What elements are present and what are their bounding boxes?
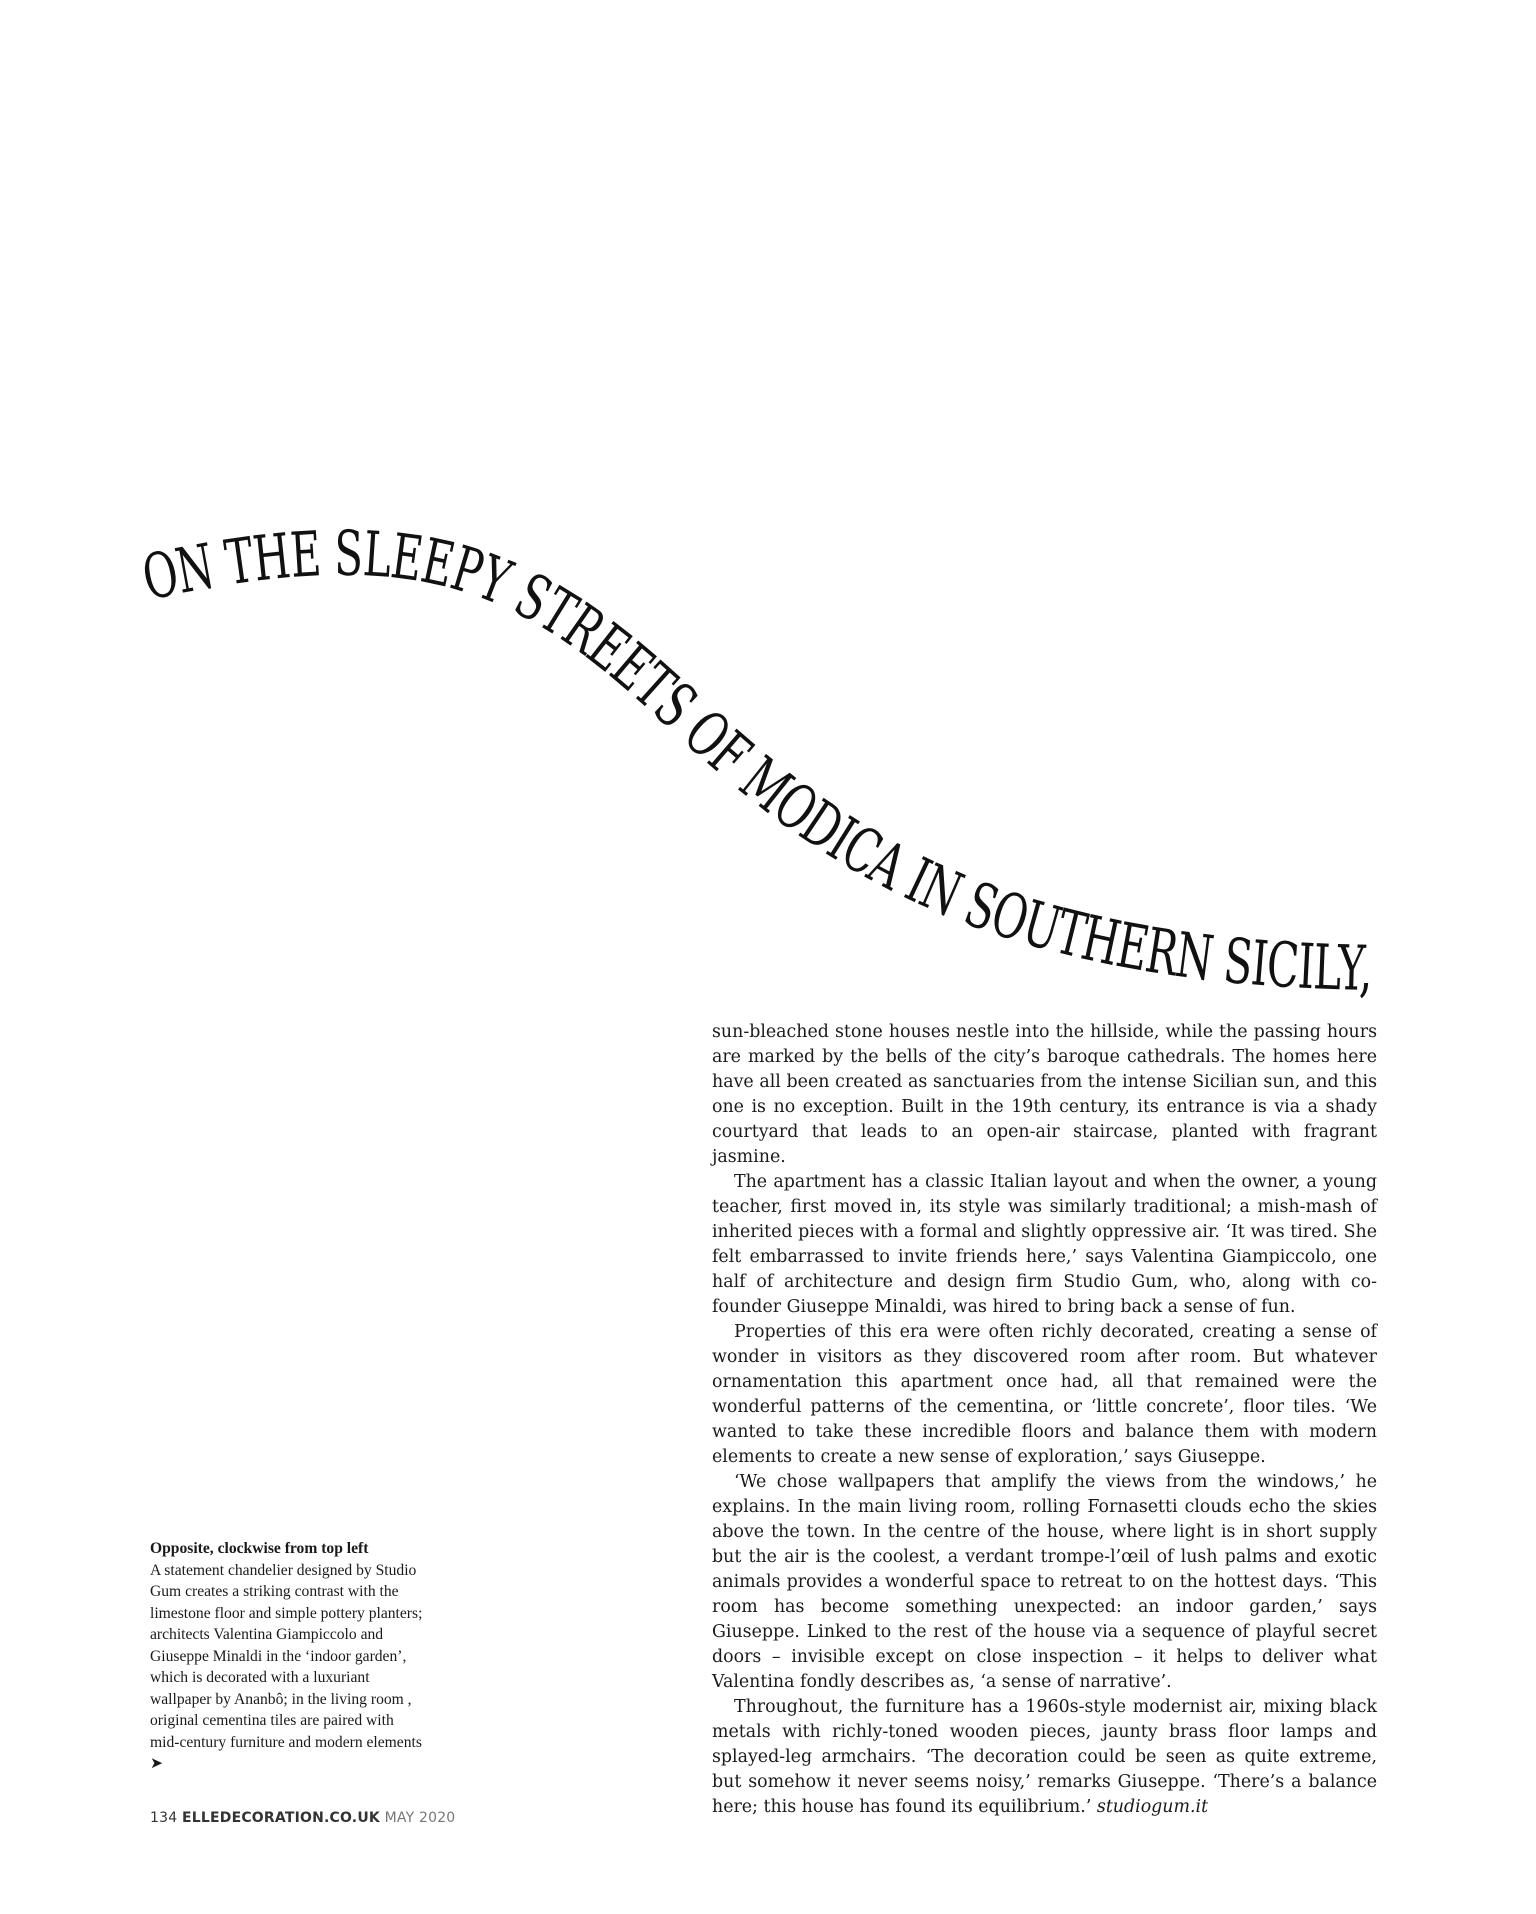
paragraph: The apartment has a classic Italian layout and when the owner, a young teacher, first moved in, its style was similarly traditional; a mish-mash of inherited pieces with a formal and slightly oppressive air. ‘It was tired. She felt embarrassed to invite friends here,’ says Valentina Giampiccolo, one half of architecture and design firm Studio Gum, who, along with co-founder Giuseppe Minaldi, was hired to bring back a sense of fun. [712,1172,1377,1317]
headline [136,516,1379,1006]
page-number: 134 [150,1810,178,1826]
caption-title: Opposite, clockwise from top left [150,1540,369,1557]
paragraph: ‘We chose wallpapers that amplify the views from the windows,’ he explains. In the main living room, rolling Fornasetti clouds echo the skies above the town. In the centre of the house, where light is in short supply but the air is the coolest, a verdant trompe-l’œil of lush palms and exotic animals provides a wonderful space to retreat to on the hottest days. ‘This room has become something unexpected: an indoor garden,’ says Giuseppe. Linked to the rest of the house via a sequence of playful secret doors – invisible except on close inspection – it helps to deliver what Valentina fondly describes as, ‘a sense of narrative’. [712,1472,1377,1692]
website-name: ELLEDECORATION.CO.UK [181,1810,380,1826]
arrow-icon: ➤ [150,1755,164,1772]
issue-date: MAY 2020 [384,1810,456,1826]
paragraph-last [712,1695,1377,1820]
photo-caption [150,1538,425,1775]
headline-text: ON THE SLEEPY STREETS OF MODICA IN SOUTHERN SICILY, [136,516,1379,1006]
paragraph: Properties of this era were often richly decorated, creating a sense of wonder in visitors as they discovered room after room. But whatever ornamentation this apartment once had, all that remained were the wonderful patterns of the cementina, or ‘little concrete’, floor tiles. ‘We wanted to take these incredible floors and balance them with modern elements to create a new sense of exploration,’ says Giuseppe. [712,1322,1377,1467]
caption-text: A statement chandelier designed by Studio Gum creates a striking contrast with the limestone floor and simple pottery planters; architects Valentina Giampiccolo and Giuseppe Minaldi in the ‘indoor garden’, which is decorated with a luxuriant wallpaper by Ananbô; in the living room , original cementina tiles are paired with mid-century furniture and modern elements [150,1561,423,1751]
paragraph: sun-bleached stone houses nestle into the hillside, while the passing hours are marked by the bells of the city’s baroque cathedrals. The homes here have all been created as sanctuaries from the intense Sicilian sun, and this one is no exception. Built in the 19th century, its entrance is via a shady courtyard that leads to an open-air staircase, planted with fragrant jasmine. [712,1022,1377,1167]
website-credit: studiogum.it [1096,1797,1209,1817]
paragraph-last-text: Throughout, the furniture has a 1960s-style modernist air, mixing black metals with richly-toned wooden pieces, jaunty brass floor lamps and splayed-leg armchairs. ‘The decoration could be seen as quite extreme, but somehow it never seems noisy,’ remarks Giuseppe. ‘There’s a balance here; this house has found its equilibrium.’ [712,1697,1377,1817]
page-footer [150,1810,455,1826]
article-body [712,1020,1377,1820]
